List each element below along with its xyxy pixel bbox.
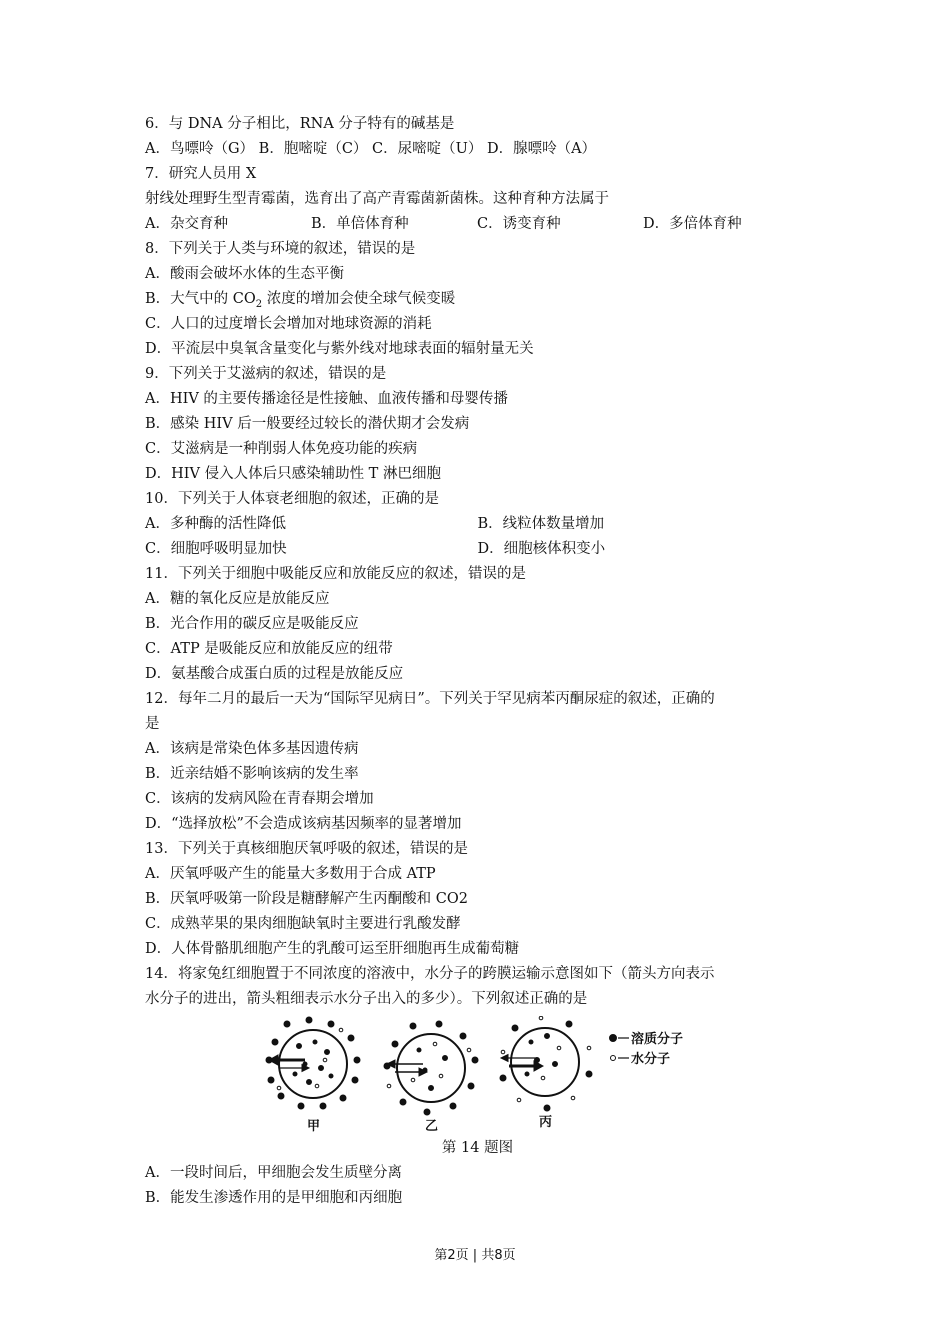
q13-stem: 13．下列关于真核细胞厌氧呼吸的叙述，错误的是 [145,841,468,857]
q8-option-a: A．酸雨会破坏水体的生态平衡 [145,266,344,282]
q8-option-c: C．人口的过度增长会增加对地球资源的消耗 [145,316,432,332]
legend-solute-mark [610,1035,617,1042]
q13-option-d: D．人体骨骼肌细胞产生的乳酸可运至肝细胞再生成葡萄糖 [145,941,520,957]
q14-option-a: A．一段时间后，甲细胞会发生质壁分离 [145,1165,402,1181]
q11-option-b: B．光合作用的碳反应是吸能反应 [145,616,359,632]
q7-stem-line1: 7．研究人员用 X [145,166,257,182]
q10-option-a: A．多种酶的活性降低 [145,516,286,532]
q14-caption: 第 14 题图 [441,1140,514,1156]
q7-option-a: A．杂交育种 [145,216,228,232]
q7-option-b: B．单倍体育种 [311,216,409,232]
q7-stem-line2: 射线处理野生型青霉菌，选育出了高产青霉菌新菌株。这种育种方法属于 [145,191,609,207]
q8-option-b-pre: B．大气中的 CO [145,291,256,307]
label-jia: 甲 [307,1119,321,1134]
page-footer: 第2页 | 共8页 [434,1248,516,1263]
q14-stem-line1: 14．将家兔红细胞置于不同浓度的溶液中，水分子的跨膜运输示意图如下（箭头方向表示 [145,966,715,982]
q14-figure [145,1016,810,1134]
q8-option-b-post: 浓度的增加会使全球气候变暖 [262,291,456,307]
q9-option-b: B．感染 HIV 后一般要经过较长的潜伏期才会发病 [145,416,470,432]
q14-option-b: B．能发生渗透作用的是甲细胞和丙细胞 [145,1190,403,1206]
q10-options-row2 [145,537,810,562]
osmosis-diagram [265,1016,705,1134]
q6-stem: 6．与 DNA 分子相比，RNA 分子特有的碱基是 [145,116,455,132]
q10-stem: 10．下列关于人体衰老细胞的叙述，正确的是 [145,491,439,507]
q7-options [145,212,810,237]
q9-option-d: D．HIV 侵入人体后只感染辅助性 T 淋巴细胞 [145,466,441,482]
q9-stem: 9．下列关于艾滋病的叙述，错误的是 [145,366,387,382]
label-bing: 丙 [539,1115,553,1130]
q12-stem-line1: 12．每年二月的最后一天为“国际罕见病日”。下列关于罕见病苯丙酮尿症的叙述，正确的 [145,691,715,707]
q8-option-b-sub: 2 [255,298,263,310]
q8-option-b [145,287,810,312]
q11-option-c: C．ATP 是吸能反应和放能反应的纽带 [145,641,393,657]
q11-stem: 11．下列关于细胞中吸能反应和放能反应的叙述，错误的是 [145,566,526,582]
legend-water-label: 水分子 [631,1052,671,1067]
q6-options: A．鸟嘌呤（G） B．胞嘧啶（C） C．尿嘧啶（U） D．腺嘌呤（A） [145,141,597,157]
q11-option-d: D．氨基酸合成蛋白质的过程是放能反应 [145,666,404,682]
cell-yi [384,1021,478,1115]
q10-options-row1 [145,512,810,537]
q11-option-a: A．糖的氧化反应是放能反应 [145,591,330,607]
q12-option-c: C．该病的发病风险在青春期会增加 [145,791,374,807]
cell-bing [500,1016,592,1111]
q8-option-d: D．平流层中臭氧含量变化与紫外线对地球表面的辐射量无关 [145,341,534,357]
q10-option-c: C．细胞呼吸明显加快 [145,541,287,557]
q9-option-c: C．艾滋病是一种削弱人体免疫功能的疾病 [145,441,418,457]
q12-stem-line2: 是 [145,716,160,732]
q13-option-a: A．厌氧呼吸产生的能量大多数用于合成 ATP [145,866,436,882]
q12-option-b: B．近亲结婚不影响该病的发生率 [145,766,359,782]
q9-option-a: A．HIV 的主要传播途径是性接触、血液传播和母婴传播 [145,391,508,407]
question-content [145,112,810,1211]
figure-legend [610,1035,630,1061]
q12-option-a: A．该病是常染色体多基因遗传病 [145,741,359,757]
legend-water-mark [611,1056,616,1061]
q10-option-b: B．线粒体数量增加 [477,516,605,532]
q12-option-d: D．“选择放松”不会造成该病基因频率的显著增加 [145,816,462,832]
q14-stem-line2: 水分子的进出，箭头粗细表示水分子出入的多少）。下列叙述正确的是 [145,991,588,1007]
q13-option-b: B．厌氧呼吸第一阶段是糖酵解产生丙酮酸和 CO2 [145,891,468,907]
q10-option-d: D．细胞核体积变小 [477,541,606,557]
q7-option-c: C．诱变育种 [477,216,561,232]
q7-option-d: D．多倍体育种 [643,216,742,232]
cell-jia [266,1017,360,1109]
q13-option-c: C．成熟苹果的果肉细胞缺氧时主要进行乳酸发酵 [145,916,461,932]
label-yi: 乙 [425,1119,439,1134]
q8-stem: 8．下列关于人类与环境的叙述，错误的是 [145,241,416,257]
legend-solute-label: 溶质分子 [631,1032,684,1047]
